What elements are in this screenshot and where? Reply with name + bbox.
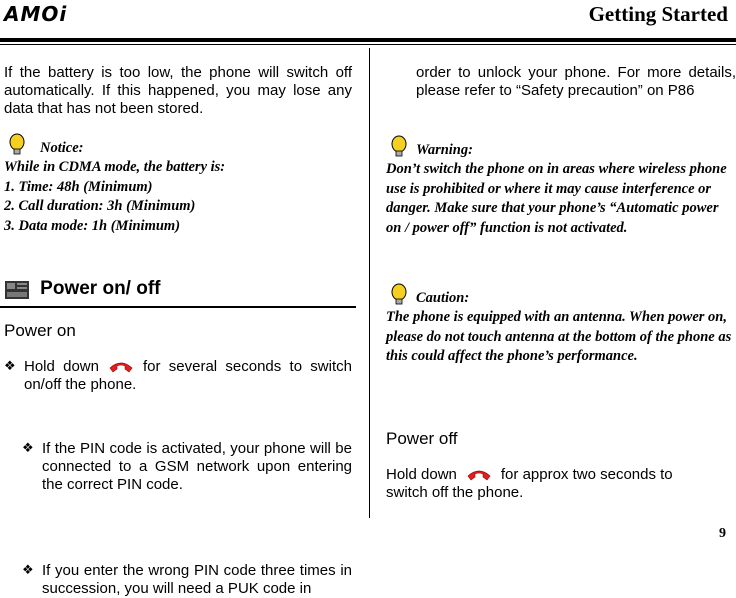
power-off-heading: Power off [386, 429, 458, 448]
caution-heading [386, 282, 736, 308]
notice-line: 3. Data mode: 1h (Minimum) [4, 217, 181, 234]
notice-line: While in CDMA mode, the battery is: [4, 159, 226, 175]
warning-heading [386, 134, 736, 160]
page-number: 9 [719, 526, 726, 541]
notice-line: 1. Time: 48h (Minimum) [4, 178, 153, 195]
end-call-icon [465, 466, 493, 484]
notice-block [4, 132, 352, 236]
notice-heading [4, 132, 352, 158]
caution-text: The phone is equipped with an antenna. When power on, please do not touch antenna at the bottom of the phone as this could affect the phone’s performance. [386, 309, 732, 364]
bullet-pin [22, 440, 352, 494]
warning-text: Don’t switch the phone on in areas where wireless phone use is prohibited or where it may cause interference or danger. Make sure that your phone’s “Automatic power on / power off” function is not activated. [386, 161, 727, 236]
lightbulb-icon [4, 132, 30, 158]
power-off-text: Hold down [386, 466, 457, 483]
intro-paragraph: If the battery is too low, the phone will switch off automatically. If this happened, you may lose any data that has not been stored. [4, 64, 352, 117]
bullet-hold-down [4, 358, 352, 394]
section-heading [4, 280, 352, 300]
header-rule-thin [0, 44, 736, 45]
section-icon [4, 280, 30, 300]
bullet-text: Hold down [24, 358, 99, 375]
section-rule [0, 306, 356, 308]
notice-label: Notice: [40, 139, 84, 156]
warning-block [386, 134, 736, 238]
column-divider [369, 48, 370, 518]
bullet-diamond-icon: ❖ [22, 441, 34, 457]
notice-line: 2. Call duration: 3h (Minimum) [4, 198, 196, 214]
bullet-diamond-icon: ❖ [22, 563, 34, 579]
power-on-heading: Power on [4, 321, 76, 340]
header-rule-thick [0, 38, 736, 42]
bullet-diamond-icon: ❖ [4, 359, 16, 374]
logo: AMOi [4, 2, 68, 26]
bullet-text: If the PIN code is activated, your phone will be connected to a GSM network upon entering the correct PIN code. [42, 440, 352, 494]
continued-paragraph: order to unlock your phone. For more details, please refer to “Safety precaution” on P86 [416, 64, 736, 99]
bullet-text: for several seconds to switch on/off the phone. [24, 358, 352, 394]
caution-label: Caution: [416, 289, 470, 306]
page-header-title: Getting Started [588, 2, 728, 26]
bullet-puk [22, 562, 352, 598]
lightbulb-icon [386, 282, 412, 308]
power-off-text: for approx two seconds to switch off the phone. [386, 466, 673, 502]
caution-block [386, 282, 736, 367]
power-off-paragraph [386, 466, 716, 502]
end-call-icon [107, 358, 135, 376]
section-title: Power on/ off [40, 278, 161, 299]
bullet-text: If you enter the wrong PIN code three times in succession, you will need a PUK code in [42, 562, 352, 598]
lightbulb-icon [386, 134, 412, 160]
warning-label: Warning: [416, 141, 473, 158]
